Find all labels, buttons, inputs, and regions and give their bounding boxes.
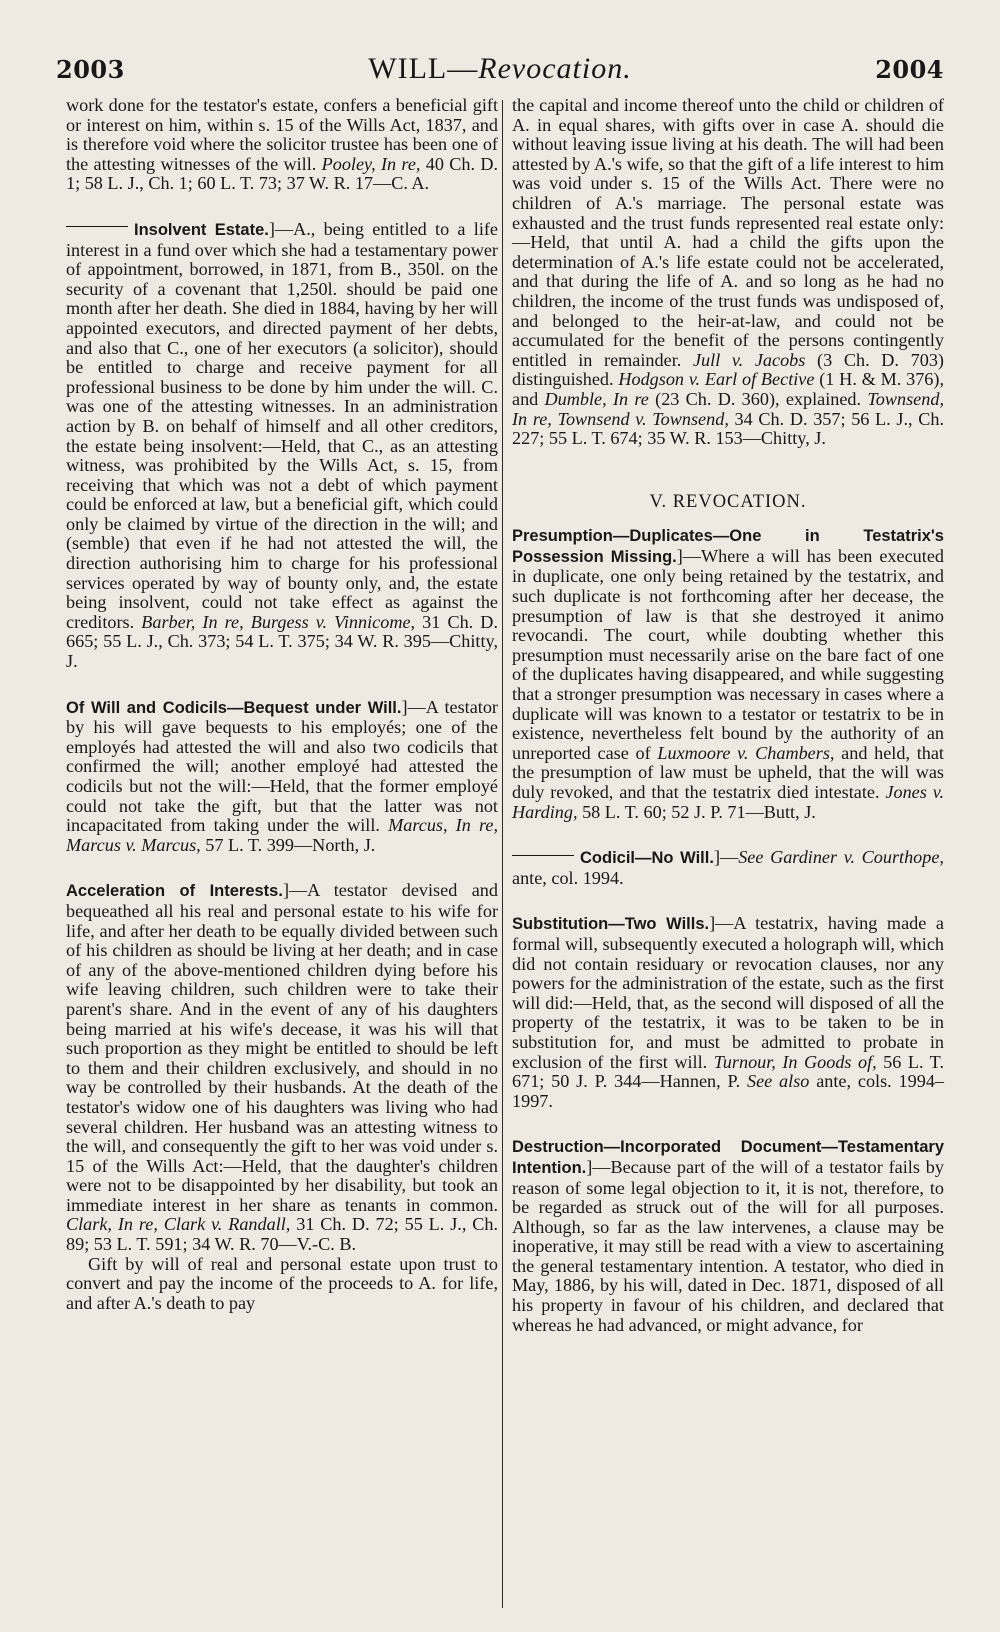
entry-heading: Insolvent Estate. bbox=[134, 220, 269, 239]
section-heading: V. REVOCATION. bbox=[649, 491, 807, 512]
reporter-citation: 31 Ch. D. 72; 55 L. J., Ch. 89; 53 L. T. 591; 34 W. R. 70—V.-C. B. bbox=[66, 1214, 499, 1255]
entry-heading: Of Will and Codicils—Bequest under Will. bbox=[66, 698, 402, 717]
body-text: ]—A testator by his will gave bequests to his employés; one of the employés had attested the will and also two codicils that confirmed the will; another employé had attested the codicils but not the will:—Held, that the former employé could not take the gift, but that the latter was not incapacitated from taking under the will. bbox=[66, 696, 498, 836]
case-citation: Jull v. Jacobs bbox=[692, 349, 806, 370]
case-citation: Clark, In re, Clark v. Randall, bbox=[66, 1214, 291, 1235]
title-sub: Revocation. bbox=[478, 52, 632, 85]
reporter-citation: (23 Ch. D. 360), explained. bbox=[648, 388, 868, 409]
case-citation: Turnour, In Goods of, bbox=[713, 1051, 877, 1072]
running-title bbox=[368, 52, 631, 86]
body-text: ]—A testatrix, having made a formal will, subsequently executed a holograph will, which did not contain residuary or revocation clauses, nor any powers for the administration of the estate, such as the first will did:—Held, that, as the second will disposed of all the property of the testatrix, it was to be taken to be in substitution for, and must be admitted to probate in exclusion of the first will. bbox=[512, 913, 944, 1072]
right-column bbox=[512, 96, 944, 1335]
running-header bbox=[56, 52, 944, 92]
entry-heading: Substitution—Two Wills. bbox=[512, 915, 710, 934]
body-text: ]—Because part of the will of a testator fails by reason of some legal objection to it, it is not, therefore, to be regarded as struck out of the will for all purposes. Although, so far as the law intervenes, a clause may be inoperative, it may still be read with a view to ascertaining the general testamentary intention. A testator, who died in May, 1886, by his will, dated in Dec. 1871, disposed of all his property in favour of his children, and declared that whereas he had advanced, or might advance, for bbox=[512, 1156, 944, 1335]
body-text: Gift by will of real and personal estate upon trust to convert and pay the income of the proceeds to A. for life, and after A.'s death to pay bbox=[66, 1253, 498, 1313]
case-citation: Pooley, In re, bbox=[321, 153, 421, 174]
reporter-citation: 56 L. T. 671; 50 J. P. 344—Hannen, P. bbox=[512, 1051, 944, 1092]
spacer bbox=[66, 672, 498, 698]
right-column-number: 2004 bbox=[875, 55, 944, 84]
spacer bbox=[512, 822, 944, 848]
spacer bbox=[512, 449, 944, 493]
body-text: ]—A., being entitled to a life interest in a fund over which she had a testamentary power of appointment, borrowed, in 1871, from B., 350l. on the security of a covenant that 1,250l. should be paid one month after her death. She died in 1884, having by her will appointed executors, and directed payment of her debts, and also that C., one of her executors (a solicitor), should be entitled to charge and receive payment for all professional business to be done by him under the will. C. was one of the attesting witnesses. In an administration action by B. on behalf of himself and all other creditors, the estate being insolvent:—Held, that C., as an attesting witness, was prohibited by the Wills Act, s. 15, from receiving that which was not a debt of which payment could be enforced at law, but a beneficial gift, which could only be claimed by virtue of the direction in the will; and (semble) that even if he had not attested the will, the direction authorising him to charge for his professional services operated by way of bounty only, and, the estate being insolvent, could not take effect as against the creditors. bbox=[66, 218, 498, 632]
title-separator: — bbox=[447, 52, 479, 85]
case-citation: Marcus, In re, Marcus v. Marcus, bbox=[66, 815, 498, 855]
case-citation: Dumble, In re bbox=[544, 388, 649, 409]
body-text: and held, that the presumption of law must be upheld, that the will was duly revoked, and that the testatrix died intestate. bbox=[512, 742, 944, 802]
paragraph-gift-by-will bbox=[66, 1255, 498, 1314]
reporter-citation: 57 L. T. 399—North, J. bbox=[200, 834, 376, 855]
reporter-citation: ante, col. 1994. bbox=[512, 867, 624, 888]
column-divider bbox=[502, 100, 503, 1608]
paragraph-pooley bbox=[66, 96, 498, 194]
paragraph-destruction bbox=[512, 1137, 944, 1335]
body-text: work done for the testator's estate, confers a beneficial gift or interest on him, within s. 15 of the Wills Act, 1837, and is therefore void where the solicitor trustee has been one of the attesting witnesses of the will. bbox=[66, 95, 498, 174]
paragraph-substitution bbox=[512, 914, 944, 1111]
cross-reference: See Gardiner v. Courthope, bbox=[738, 847, 944, 868]
paragraph-continuation bbox=[512, 96, 944, 449]
paragraph-acceleration bbox=[66, 881, 498, 1254]
spacer bbox=[66, 194, 498, 220]
paragraph-codicil-no-will bbox=[512, 848, 944, 888]
title-main: WILL bbox=[368, 52, 448, 85]
paragraph-presumption bbox=[512, 526, 944, 822]
case-citation: Barber, In re, Burgess v. Vinnicome, bbox=[141, 611, 416, 632]
case-citation: Hodgson v. Earl of Bective bbox=[618, 369, 815, 390]
spacer bbox=[512, 1111, 944, 1137]
paragraph-insolvent-estate bbox=[66, 220, 498, 672]
case-citation: Townsend, In re, Townsend v. Townsend, bbox=[512, 388, 944, 429]
cross-reference: See also bbox=[746, 1071, 810, 1092]
body-text: the capital and income thereof unto the child or children of A. in equal shares, with gifts over in case A. should die without leaving issue living at his death. The will had been attested by A.'s wife, so that the gift of a life interest to him was void under s. 15 of the Wills Act. There were no children of A.'s marriage. The personal estate was exhausted and the trust funds represented real estate only:—Held, that until A. had a child the gifts upon the determination of A.'s life estate could not be accelerated, and that during the life of A. and so long as he had no children, the income of the trust funds was undisposed of, and belonged to the heir-at-law, and could not be accumulated for the benefit of the persons contingently entitled in remainder. bbox=[512, 95, 944, 370]
left-column-number: 2003 bbox=[56, 55, 125, 84]
reporter-citation: 31 Ch. D. 665; 55 L. J., Ch. 373; 54 L. T. 375; 34 W. R. 395—Chitty, J. bbox=[66, 611, 498, 672]
reporter-citation: 58 L. T. 60; 52 J. P. 71—Butt, J. bbox=[577, 801, 816, 822]
spacer bbox=[66, 855, 498, 881]
case-citation: Jones v. Harding, bbox=[512, 782, 944, 822]
reporter-citation: ante, cols. 1994–1997. bbox=[512, 1071, 945, 1111]
reporter-citation: 40 Ch. D. 1; 58 L. J., Ch. 1; 60 L. T. 73; 37 W. R. 17—C. A. bbox=[66, 153, 498, 194]
paragraph-will-and-codicils bbox=[66, 698, 498, 856]
left-column bbox=[66, 96, 498, 1313]
case-citation: Luxmoore v. Chambers, bbox=[657, 742, 835, 763]
entry-heading: Acceleration of Interests. bbox=[66, 882, 283, 901]
reporter-citation: 34 Ch. D. 357; 56 L. J., Ch. 227; 55 L. T. 674; 35 W. R. 153—Chitty, J. bbox=[512, 408, 944, 449]
reporter-citation: (1 H. & M. 376), and bbox=[512, 369, 944, 409]
entry-heading: Codicil—No Will. bbox=[580, 849, 714, 868]
entry-heading: Destruction—Incorporated Document—Testamentary Intention. bbox=[512, 1138, 944, 1177]
body-text: ]— bbox=[713, 847, 739, 868]
spacer bbox=[512, 888, 944, 914]
spacer bbox=[512, 512, 944, 526]
ditto-dash bbox=[66, 226, 128, 227]
entry-heading: Presumption—Duplicates—One in Testatrix's Possession Missing. bbox=[512, 527, 944, 566]
body-text: ]—Where a will has been executed in duplicate, one only being retained by the testatrix, and such duplicate is not forthcoming after her decease, the presumption of law is that she destroyed it animo revocandi. The court, while doubting whether this presumption must necessarily arise on the bare fact of one of the duplicates having disappeared, and while suggesting that a stronger presumption was necessary in cases where a duplicate will was known to a testator or testatrix to be in existence, nevertheless felt bound by the authority of an unreported case of bbox=[512, 545, 944, 763]
reporter-citation: (3 Ch. D. 703) distinguished. bbox=[512, 349, 944, 390]
body-text: ]—A testator devised and bequeathed all his real and personal estate to his wife for life, and after her death to be equally divided between such of his children as should be living at her death; and in case of any of the above-mentioned children dying before his wife leaving children, such children were to take their parent's share. And in the event of any of his daughters being married at his wife's decease, it was his will that such proportion as they might be entitled to should be left to them and their children exclusively, and should in no way be controlled by their husbands. At the death of the testator's widow one of his daughters was living who had several children. Her husband was an attesting witness to the will, and consequently the gift to her was void under s. 15 of the Wills Act:—Held, that the daughter's children were not to be disappointed by her disability, but took an immediate interest in her share as tenants in common. bbox=[66, 880, 498, 1215]
ditto-dash bbox=[512, 855, 574, 856]
